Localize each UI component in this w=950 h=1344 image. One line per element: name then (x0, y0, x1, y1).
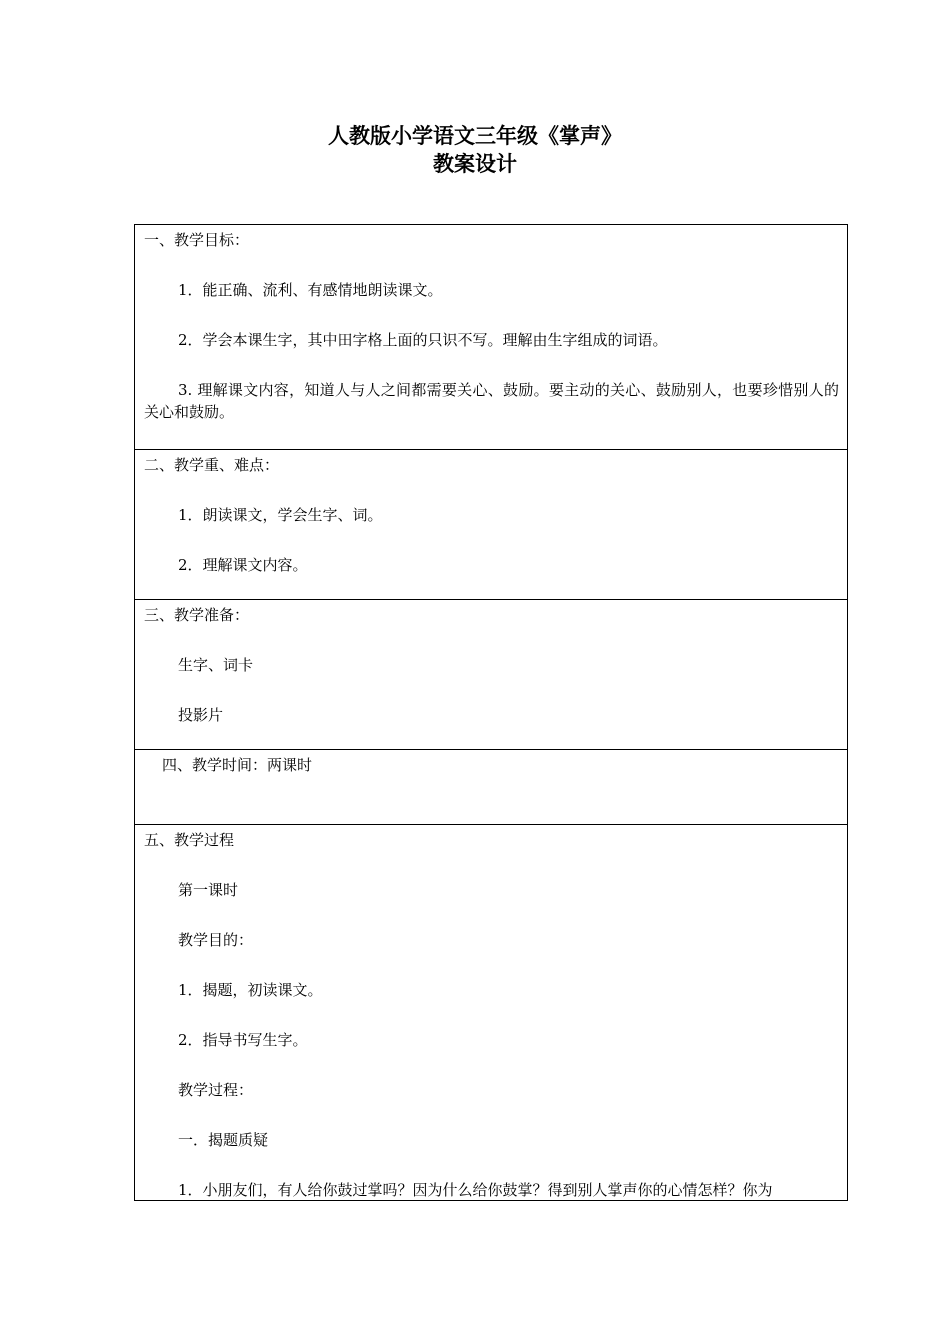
list-item: 2．指导书写生字。 (178, 1031, 308, 1049)
list-item: 1．能正确、流利、有感情地朗读课文。 (178, 281, 443, 299)
title-line-1: 人教版小学语文三年级《掌声》 (328, 124, 622, 148)
list-item: 3. 理解课文内容，知道人与人之间都需要关心、鼓励。要主动的关心、鼓励别人，也要珍惜别人的关心和鼓励。 (144, 381, 839, 421)
section-heading: 一、教学目标： (144, 231, 250, 249)
section-teaching-time (135, 750, 847, 825)
list-item: 2．学会本课生字，其中田字格上面的只识不写。理解由生字组成的词语。 (178, 331, 668, 349)
section-preparation (135, 600, 847, 750)
list-item: 2．理解课文内容。 (178, 556, 308, 574)
section-heading: 五、教学过程 (144, 831, 235, 849)
list-item: 投影片 (178, 706, 224, 724)
section-key-points (135, 450, 847, 600)
list-item: 教学目的： (178, 931, 254, 949)
list-item: 生字、词卡 (178, 656, 254, 674)
section-heading: 三、教学准备： (144, 606, 250, 624)
section-teaching-process (135, 825, 847, 1200)
title-line-2: 教案设计 (433, 152, 517, 176)
list-item: 1．揭题，初读课文。 (178, 981, 323, 999)
section-heading: 四、教学时间：两课时 (162, 756, 313, 774)
lesson-plan-table (134, 224, 848, 1201)
document-title (0, 122, 950, 178)
list-item: 第一课时 (178, 881, 239, 899)
list-item: 一．揭题质疑 (178, 1131, 269, 1149)
section-teaching-goals (135, 225, 847, 450)
list-item: 1．朗读课文，学会生字、词。 (178, 506, 383, 524)
list-item: 教学过程： (178, 1081, 254, 1099)
section-heading: 二、教学重、难点： (144, 456, 280, 474)
list-item: 1．小朋友们，有人给你鼓过掌吗？因为什么给你鼓掌？得到别人掌声你的心情怎样？你为 (178, 1181, 773, 1199)
